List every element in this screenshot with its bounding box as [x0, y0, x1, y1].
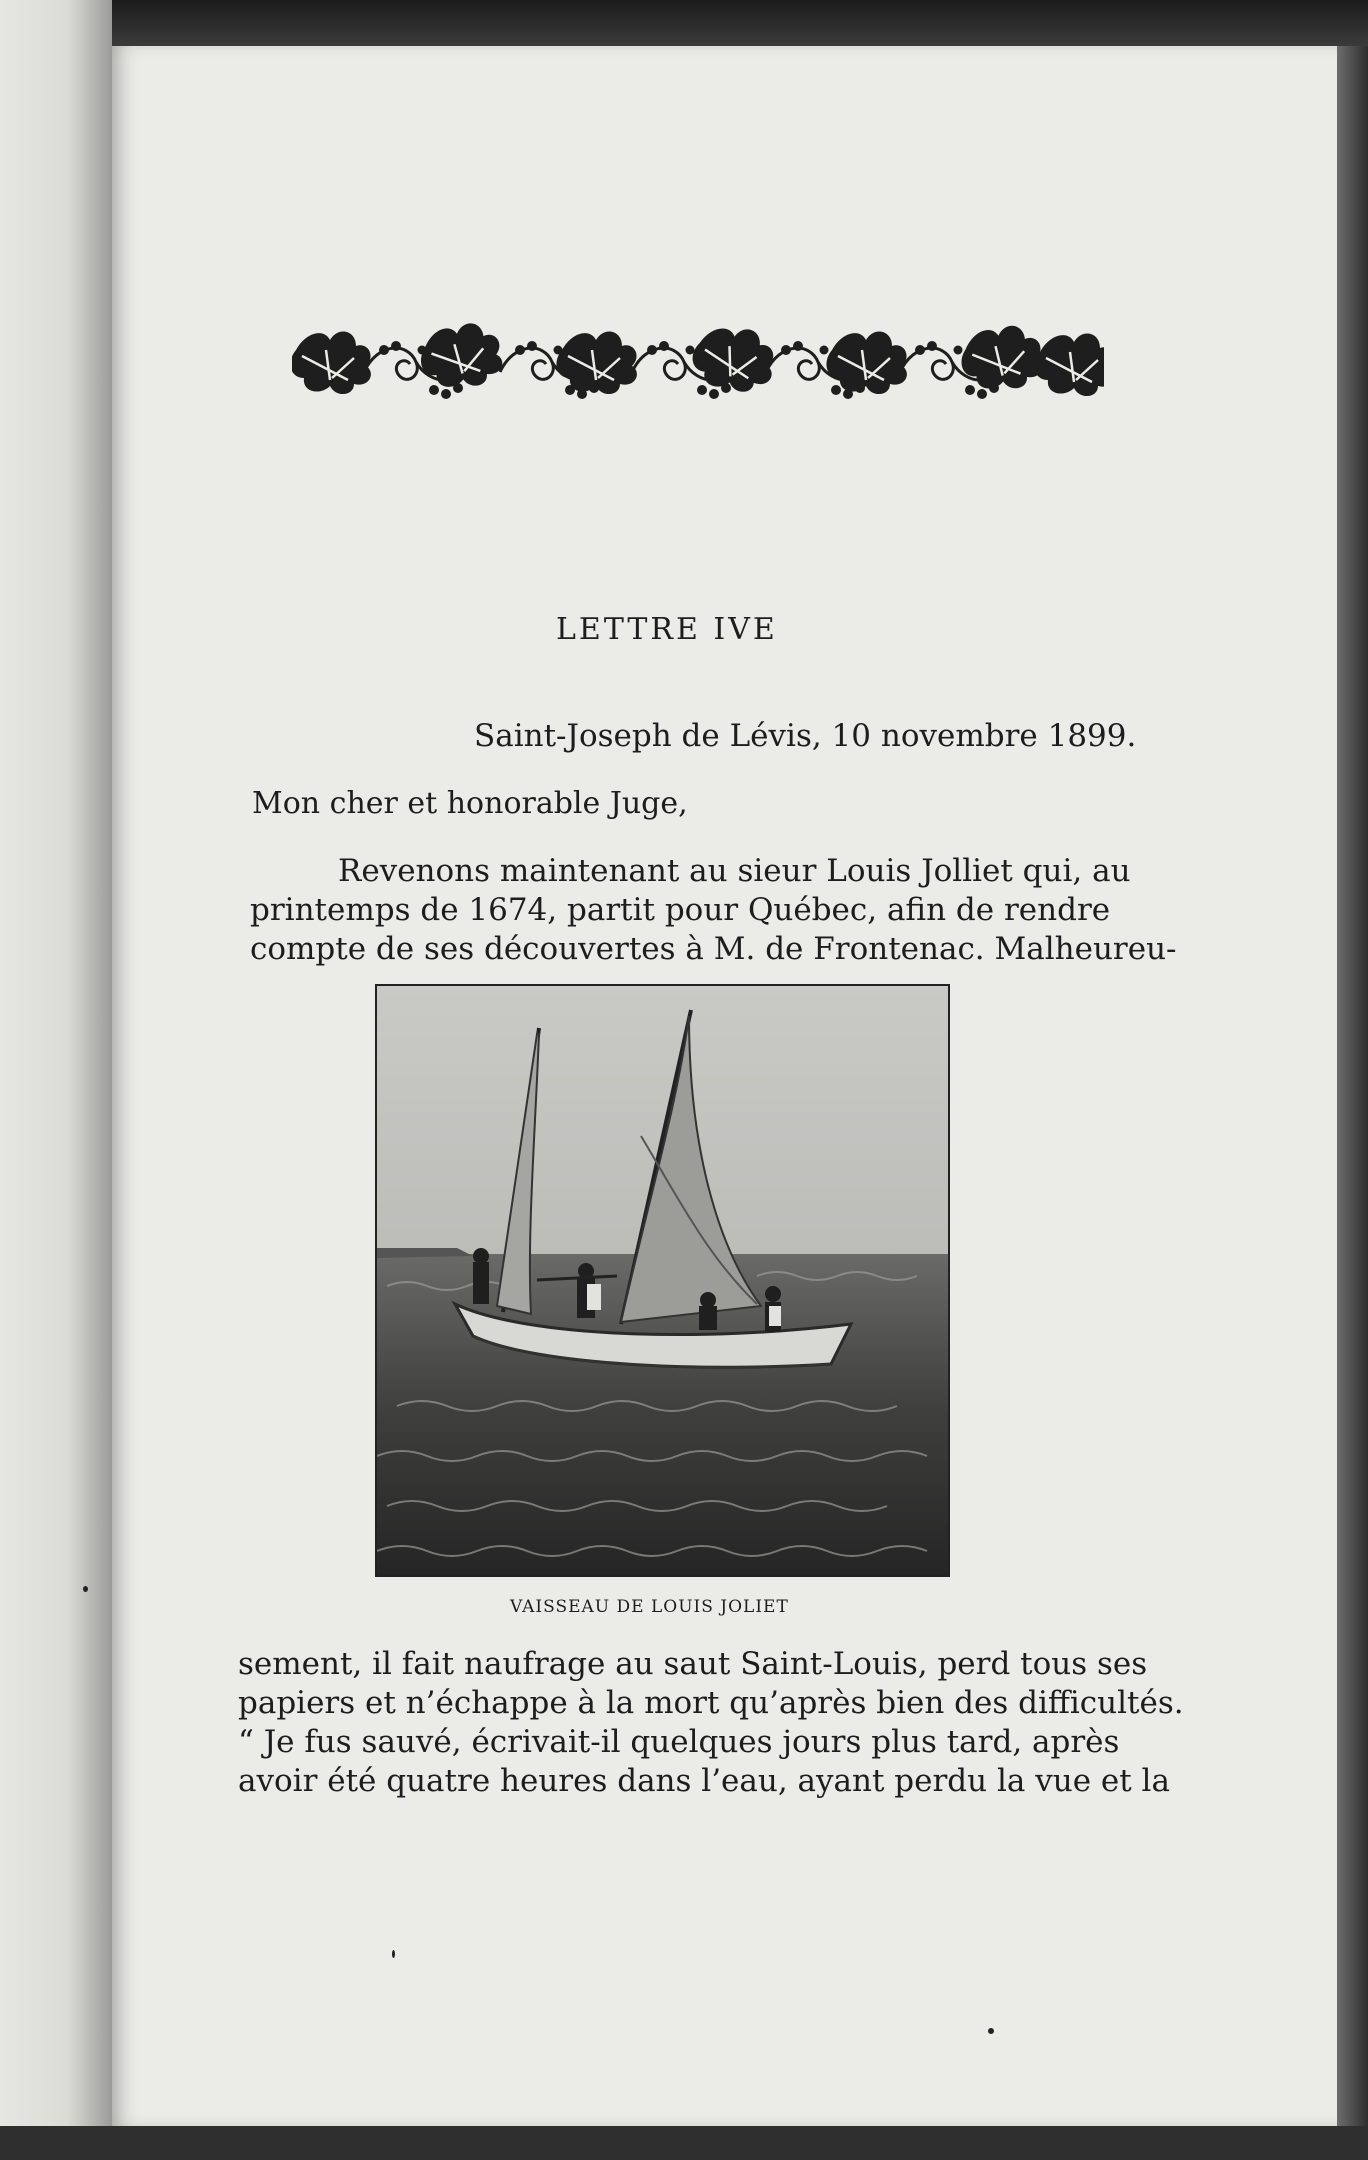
paragraph-line: sement, il fait naufrage au saut Saint-Louis, perd tous ses — [238, 1646, 1148, 1682]
letter-salutation: Mon cher et honorable Juge, — [252, 786, 688, 821]
grapevine-leaf-border-icon — [292, 320, 1104, 420]
paragraph-line: papiers et n’échappe à la mort qu’après bien des difficultés. — [238, 1685, 1184, 1721]
letter-dateline: Saint-Joseph de Lévis, 10 novembre 1899. — [474, 718, 1137, 754]
paragraph-line: printemps de 1674, partit pour Québec, afin de rendre — [250, 892, 1111, 928]
paragraph-line: avoir été quatre heures dans l’eau, ayant perdu la vue et la — [238, 1763, 1170, 1799]
dust-speck — [392, 1950, 395, 1958]
page-stack-edge — [1337, 46, 1368, 2160]
previous-page-edge — [0, 0, 112, 2160]
dust-speck — [83, 1586, 88, 1592]
sailboat-photograph — [375, 984, 950, 1577]
paragraph-1 — [250, 852, 1177, 969]
paragraph-line: “ Je fus sauvé, écrivait-il quelques jours plus tard, après — [238, 1724, 1120, 1760]
scan-top-margin — [0, 0, 1368, 48]
figure-caption: VAISSEAU DE LOUIS JOLIET — [510, 1597, 789, 1617]
paragraph-2 — [238, 1645, 1184, 1801]
paragraph-line: compte de ses découvertes à M. de Frontenac. Malheureu- — [250, 931, 1177, 967]
dust-speck — [988, 2028, 994, 2034]
scan-bottom-margin — [0, 2126, 1368, 2160]
chapter-title: LETTRE IVE — [556, 612, 778, 647]
paragraph-line: Revenons maintenant au sieur Louis Jolliet qui, au — [338, 853, 1131, 889]
